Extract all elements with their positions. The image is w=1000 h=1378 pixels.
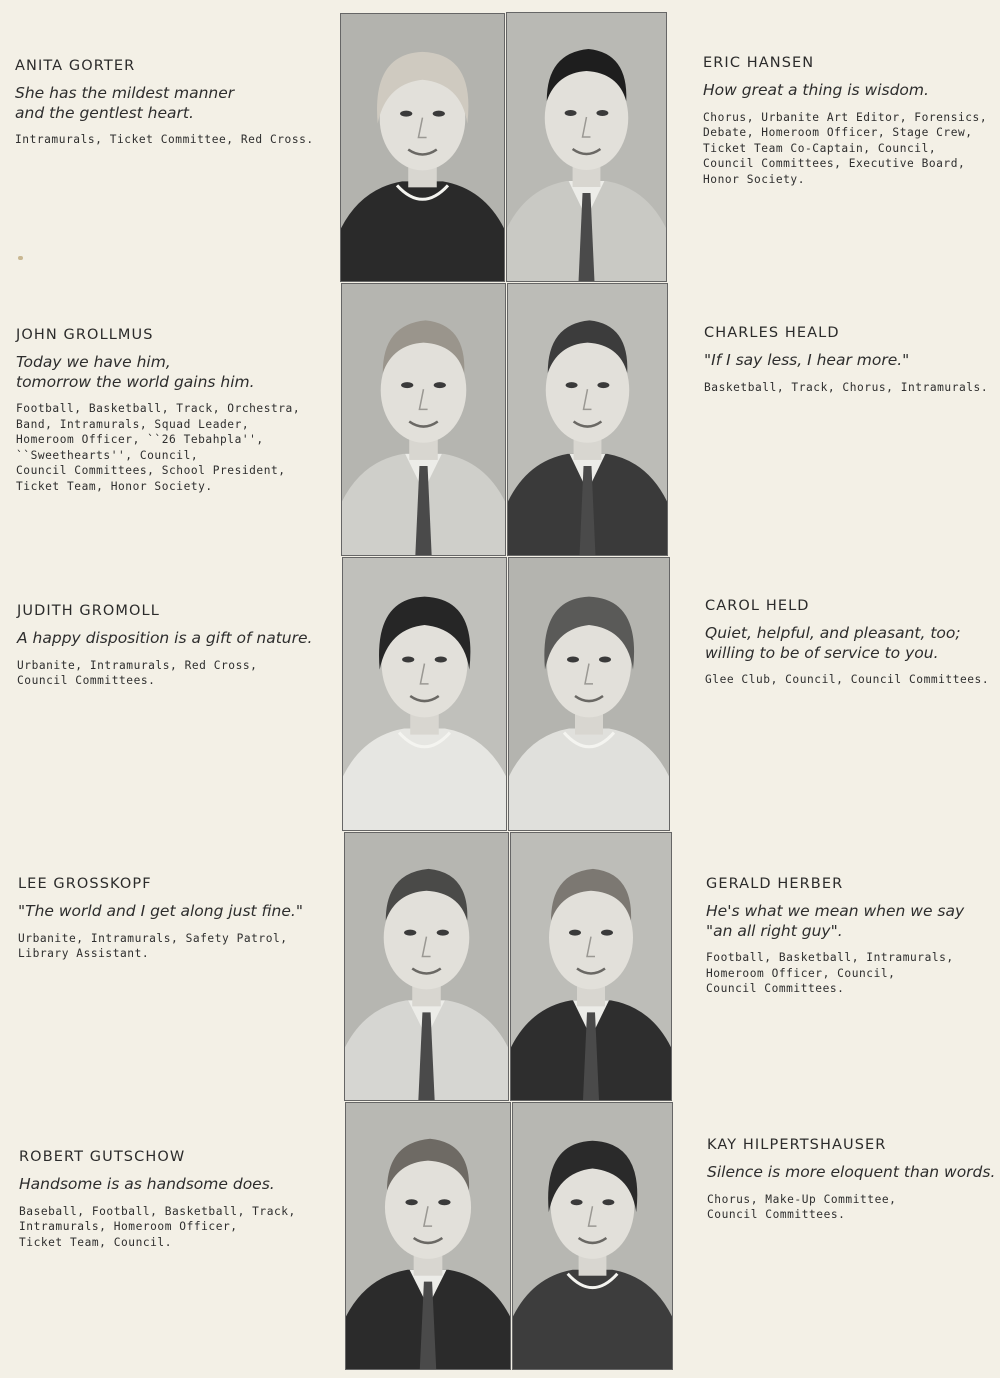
portrait-left-eye	[565, 110, 577, 116]
portrait-right-eye	[596, 110, 608, 116]
portrait-photo-robert-gutschow	[345, 1102, 511, 1370]
student-name: JUDITH GROMOLL	[17, 603, 160, 619]
portrait-illustration	[511, 833, 671, 1100]
portrait-left-eye	[402, 656, 414, 662]
student-quote: He's what we mean when we say "an all right guy".	[706, 902, 965, 940]
student-quote: "If I say less, I hear more."	[704, 351, 910, 369]
senior-entry-judith-gromoll	[17, 603, 317, 689]
student-quote: A happy disposition is a gift of nature.	[17, 629, 313, 647]
portrait-photo-john-grollmus	[341, 283, 506, 556]
student-activities: Chorus, Urbanite Art Editor, Forensics, Debate, Homeroom Officer, Stage Crew, Ticket Team Co-Captain, Council, Council Committees, Executive Board, Honor Society.	[703, 110, 988, 186]
portrait-photo-lee-grosskopf	[344, 832, 509, 1101]
student-quote: Silence is more eloquent than words.	[707, 1163, 996, 1181]
senior-entry-anita-gorter	[15, 58, 315, 148]
portrait-illustration	[507, 13, 666, 281]
senior-entry-robert-gutschow	[19, 1149, 319, 1250]
portrait-right-eye	[602, 1199, 614, 1205]
student-activities: Baseball, Football, Basketball, Track, Intramurals, Homeroom Officer, Ticket Team, Council.	[19, 1204, 296, 1249]
portrait-photo-charles-heald	[507, 283, 668, 556]
portrait-photo-anita-gorter	[340, 13, 505, 282]
student-activities: Urbanite, Intramurals, Safety Patrol, Library Assistant.	[18, 931, 288, 961]
student-name: CHARLES HEALD	[704, 325, 840, 341]
portrait-left-eye	[404, 930, 416, 936]
student-quote: How great a thing is wisdom.	[703, 81, 929, 99]
student-activities: Urbanite, Intramurals, Red Cross, Council Committees.	[17, 658, 258, 688]
senior-entry-carol-held	[705, 598, 995, 688]
student-name: ROBERT GUTSCHOW	[19, 1149, 186, 1165]
portrait-right-eye	[597, 382, 609, 388]
portrait-photo-carol-held	[508, 557, 670, 831]
portrait-illustration	[346, 1103, 510, 1369]
portrait-left-eye	[400, 111, 412, 117]
portrait-illustration	[513, 1103, 672, 1369]
senior-entry-lee-grosskopf	[18, 876, 318, 962]
student-activities: Glee Club, Council, Council Committees.	[705, 673, 990, 686]
senior-entry-gerald-herber	[706, 876, 996, 997]
portrait-right-eye	[434, 382, 446, 388]
portrait-left-eye	[571, 1199, 583, 1205]
senior-entry-eric-hansen	[703, 55, 993, 187]
portrait-right-eye	[601, 930, 613, 936]
portrait-right-eye	[599, 656, 611, 662]
student-name: KAY HILPERTSHAUSER	[707, 1137, 887, 1153]
portrait-illustration	[343, 558, 506, 830]
portrait-photo-judith-gromoll	[342, 557, 507, 831]
portrait-illustration	[345, 833, 508, 1100]
student-activities: Football, Basketball, Intramurals, Homeroom Officer, Council, Council Committees.	[706, 951, 954, 996]
student-activities: Chorus, Make-Up Committee, Council Committees.	[707, 1192, 897, 1222]
student-quote: Quiet, helpful, and pleasant, too; willing to be of service to you.	[705, 624, 961, 662]
student-name: LEE GROSSKOPF	[18, 876, 152, 892]
portrait-photo-eric-hansen	[506, 12, 667, 282]
portrait-photo-gerald-herber	[510, 832, 672, 1101]
student-activities: Football, Basketball, Track, Orchestra, Band, Intramurals, Squad Leader, Homeroom Officer, ``26 Tebahpla'', ``Sweethearts'', Council, Council Committees, School President, Ticket Team, Honor Society.	[16, 402, 301, 493]
student-quote: Handsome is as handsome does.	[19, 1175, 275, 1193]
portrait-left-eye	[401, 382, 413, 388]
student-name: GERALD HERBER	[706, 876, 844, 892]
student-quote: "The world and I get along just fine."	[18, 902, 303, 920]
portrait-right-eye	[438, 1199, 450, 1205]
student-quote: Today we have him, tomorrow the world gains him.	[16, 353, 255, 391]
paper-stain	[18, 256, 23, 260]
portrait-illustration	[342, 284, 505, 555]
senior-entry-kay-hilpertshauser	[707, 1137, 997, 1223]
student-name: ERIC HANSEN	[703, 55, 815, 71]
student-activities: Intramurals, Ticket Committee, Red Cross.	[15, 133, 314, 146]
student-activities: Basketball, Track, Chorus, Intramurals.	[704, 380, 989, 394]
student-name: ANITA GORTER	[15, 58, 136, 74]
portrait-illustration	[508, 284, 667, 555]
portrait-illustration	[509, 558, 669, 830]
portrait-left-eye	[569, 930, 581, 936]
portrait-left-eye	[405, 1199, 417, 1205]
senior-entry-john-grollmus	[16, 327, 316, 495]
portrait-right-eye	[435, 656, 447, 662]
portrait-right-eye	[433, 111, 445, 117]
student-name: JOHN GROLLMUS	[16, 327, 154, 343]
portrait-left-eye	[567, 656, 579, 662]
senior-entry-charles-heald	[704, 325, 994, 395]
student-name: CAROL HELD	[705, 598, 810, 614]
portrait-illustration	[341, 14, 504, 281]
portrait-photo-kay-hilpertshauser	[512, 1102, 673, 1370]
portrait-left-eye	[566, 382, 578, 388]
student-quote: She has the mildest manner and the gentlest heart.	[15, 84, 235, 122]
portrait-right-eye	[437, 930, 449, 936]
